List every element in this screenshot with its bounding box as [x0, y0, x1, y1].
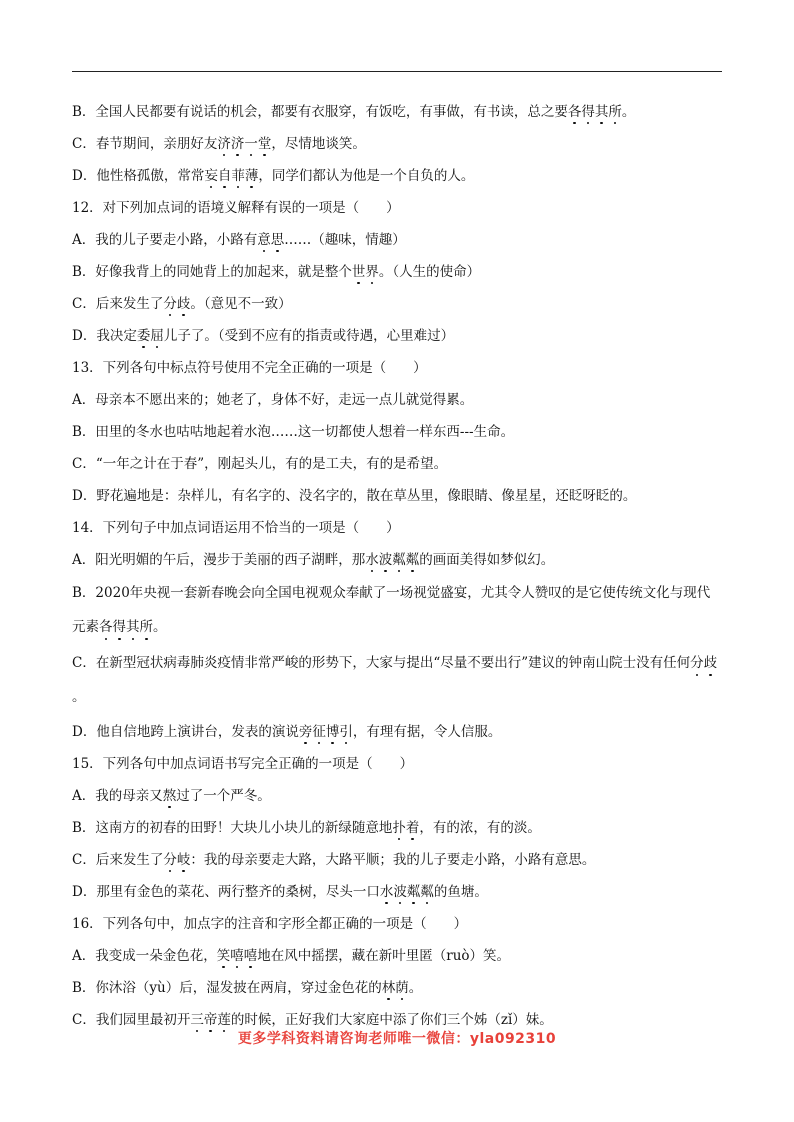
text-line: B．田里的冬水也咕咕地起着水泡……这一切都使人想着一样东西---生命。 — [72, 424, 515, 440]
header-rule — [72, 71, 722, 72]
text-line: D．他性格孤傲，常常妄自菲薄，同学们都认为他是一个自负的人。 — [72, 160, 722, 192]
dotted-term: 水波粼粼 — [380, 884, 434, 900]
dotted-term: 委屈 — [137, 328, 164, 344]
text-line: D．他自信地跨上演讲台，发表的演说旁征博引，有理有据，令人信服。 — [72, 716, 722, 748]
text-line: C．后来发生了分歧。（意见不一致） — [72, 288, 722, 320]
text-line: C．我们园里最初开三帝莲的时候，正好我们大家庭中添了你们三个姊（zǐ）妹。 — [72, 1004, 722, 1036]
dotted-term: 各得其所 — [568, 104, 622, 120]
text-line: 16．下列各句中，加点字的注音和字形全都正确的一项是（ ） — [72, 916, 468, 932]
text-line: A．母亲本不愿出来的；她老了，身体不好，走远一点儿就觉得累。 — [72, 392, 474, 408]
dotted-term: 熬 — [163, 788, 177, 804]
text-line: 13．下列各句中标点符号使用不完全正确的一项是（ ） — [72, 360, 427, 376]
footer-watermark: 更多学科资料请咨询老师唯一微信：yla092310 — [237, 1031, 557, 1047]
dotted-term: 扑着 — [392, 820, 419, 836]
dotted-term: 世界 — [352, 264, 379, 280]
dotted-term: 意思 — [257, 232, 284, 248]
document-body — [72, 96, 722, 1036]
paragraph-q14b: B．2020年央视一套新春晚会向全国电视观众奉献了一场视觉盛宴，尤其令人赞叹的是它使传统文化与现代元素各得其所。 — [72, 576, 722, 644]
text-line: B．这南方的初春的田野！大块儿小块儿的新绿随意地扑着，有的浓，有的淡。 — [72, 812, 722, 844]
dotted-term: 分岐 — [163, 852, 190, 868]
dotted-term: 林荫 — [382, 980, 409, 996]
text-line: 15．下列各句中加点词语书写完全正确的一项是（ ） — [72, 756, 414, 772]
text-line: B．你沐浴（yù）后，湿发披在两肩，穿过金色花的林荫。 — [72, 972, 722, 1004]
dotted-term: 旁征博引 — [299, 724, 353, 740]
dotted-term: 笑嘻嘻 — [217, 948, 258, 964]
dotted-term: 各得其所 — [99, 619, 153, 635]
text-line: A．我的儿子要走小路，小路有意思……（趣味，情趣） — [72, 224, 722, 256]
text-line: A．我的母亲又熬过了一个严冬。 — [72, 780, 722, 812]
dotted-term: 三帝莲 — [190, 1012, 231, 1028]
dotted-term: 分歧 — [163, 296, 190, 312]
text-line: D．我决定委屈儿子了。（受到不应有的指责或待遇，心里难过） — [72, 320, 722, 352]
dotted-term: 济济一堂 — [217, 136, 271, 152]
text-line: A．我变成一朵金色花，笑嘻嘻地在风中摇摆，藏在新叶里匿（ruò）笑。 — [72, 940, 722, 972]
dotted-term: 分歧 — [690, 655, 717, 671]
text-line: B．好像我背上的同她背上的加起来，就是整个世界。（人生的使命） — [72, 256, 722, 288]
text-line: 12．对下列加点词的语境义解释有误的一项是（ ） — [72, 200, 400, 216]
text-line: D．野花遍地是：杂样儿，有名字的、没名字的，散在草丛里，像眼睛、像星星，还眨呀眨的。 — [72, 488, 637, 504]
paragraph-q14c: C．在新型冠状病毒肺炎疫情非常严峻的形势下，大家与提出“尽量不要出行”建议的钟南山院士没有任何分歧。 — [72, 646, 722, 714]
text-line: C．“一年之计在于春”，刚起头儿，有的是工夫，有的是希望。 — [72, 456, 448, 472]
text-line: D．那里有金色的菜花、两行整齐的桑树，尽头一口水波粼粼的鱼塘。 — [72, 876, 722, 908]
dotted-term: 水波粼粼 — [365, 552, 419, 568]
text-line: 14．下列句子中加点词语运用不恰当的一项是（ ） — [72, 520, 400, 536]
text-line: A．阳光明媚的午后，漫步于美丽的西子湖畔，那水波粼粼的画面美得如梦似幻。 — [72, 544, 722, 576]
dotted-term: 妄自菲薄 — [204, 168, 258, 184]
text-line: C．春节期间，亲朋好友济济一堂，尽情地谈笑。 — [72, 128, 722, 160]
text-line: B．全国人民都要有说话的机会，都要有衣服穿，有饭吃，有事做，有书读，总之要各得其所。 — [72, 96, 722, 128]
text-line: C．后来发生了分岐：我的母亲要走大路，大路平顺；我的儿子要走小路，小路有意思。 — [72, 844, 722, 876]
